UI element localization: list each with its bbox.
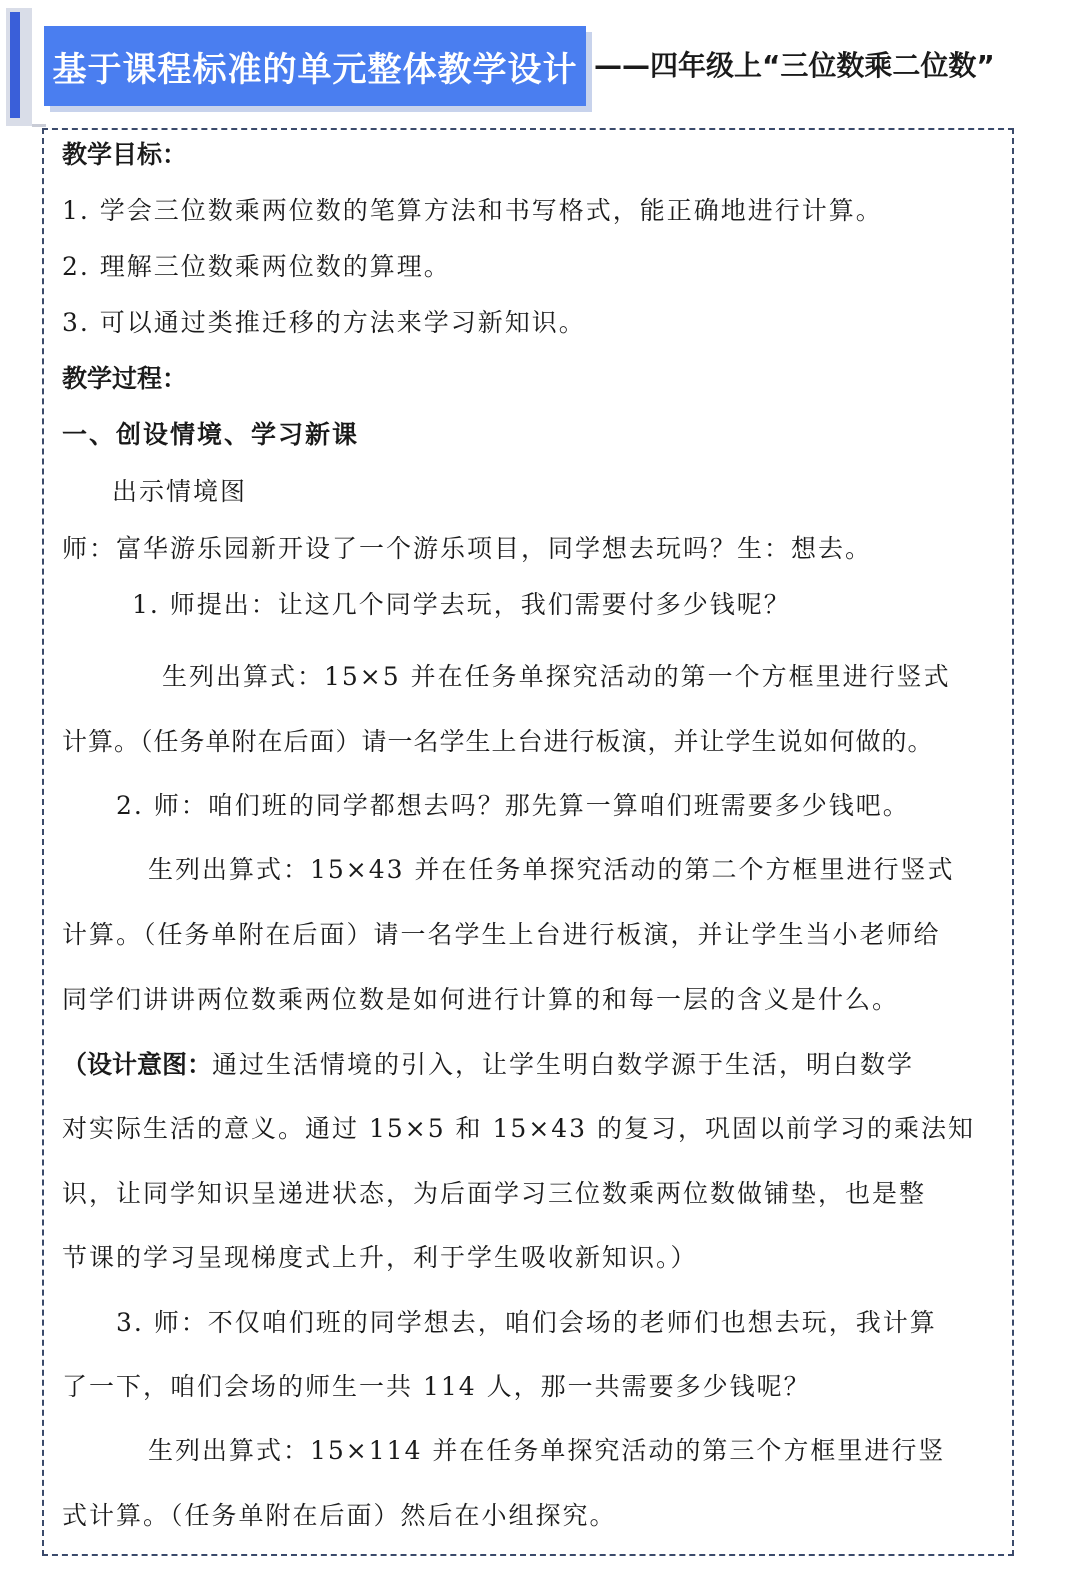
objective-item: 3. 可以通过类推迁移的方法来学习新知识。: [62, 308, 586, 337]
paragraph-line: 计算。（任务单附在后面）请一名学生上台进行板演，并让学生说如何做的。: [62, 727, 934, 756]
objective-item: 2. 理解三位数乘两位数的算理。: [62, 252, 451, 281]
corner-divider: [32, 124, 46, 127]
paragraph-line: 同学们讲讲两位数乘两位数是如何进行计算的和每一层的含义是什么。: [62, 985, 900, 1014]
paragraph-line: 了一下，咱们会场的师生一共 114 人，那一共需要多少钱呢？: [62, 1372, 811, 1401]
design-intent-text: 通过生活情境的引入，让学生明白数学源于生活，明白数学: [212, 1050, 915, 1079]
section-heading: 一、创设情境、学习新课: [62, 420, 360, 449]
page-subtitle: ——四年级上“三位数乘二位数”: [594, 49, 995, 82]
paragraph-line: 生列出算式：15×5 并在任务单探究活动的第一个方框里进行竖式: [162, 662, 951, 691]
design-intent-line: 对实际生活的意义。通过 15×5 和 15×43 的复习，巩固以前学习的乘法知: [62, 1114, 976, 1143]
paragraph-line: 1. 师提出：让这几个同学去玩，我们需要付多少钱呢？: [132, 590, 791, 619]
paragraph-line: 式计算。（任务单附在后面）然后在小组探究。: [62, 1501, 617, 1530]
design-intent-line: 节课的学习呈现梯度式上升，利于学生吸收新知识。）: [62, 1243, 698, 1272]
paragraph-line: 生列出算式：15×114 并在任务单探究活动的第三个方框里进行竖: [148, 1436, 946, 1465]
page-title: 基于课程标准的单元整体教学设计: [52, 49, 578, 90]
content-box: [42, 128, 1014, 1556]
title-banner: [44, 26, 586, 106]
design-intent-line: 识，让同学知识呈递进状态，为后面学习三位数乘两位数做铺垫，也是整: [62, 1179, 927, 1208]
paragraph-line: 3. 师：不仅咱们班的同学想去，咱们会场的老师们也想去玩，我计算: [116, 1308, 937, 1337]
objective-item: 1. 学会三位数乘两位数的笔算方法和书写格式，能正确地进行计算。: [62, 196, 883, 225]
paragraph-line: 2. 师：咱们班的同学都想去吗？那先算一算咱们班需要多少钱吧。: [116, 791, 910, 820]
paragraph-line: 计算。（任务单附在后面）请一名学生上台进行板演，并让学生当小老师给: [62, 920, 941, 949]
paragraph-line: 出示情境图: [112, 477, 248, 506]
design-intent-line: [62, 1052, 914, 1077]
paragraph-line: 生列出算式：15×43 并在任务单探究活动的第二个方框里进行竖式: [148, 855, 955, 884]
paragraph-line: 师：富华游乐园新开设了一个游乐项目，同学想去玩吗？生：想去。: [62, 534, 873, 563]
design-intent-label: （设计意图：: [62, 1050, 213, 1079]
objectives-heading: 教学目标：: [62, 140, 188, 169]
left-accent-bar-inner: [10, 12, 20, 118]
process-heading: 教学过程：: [62, 364, 188, 393]
